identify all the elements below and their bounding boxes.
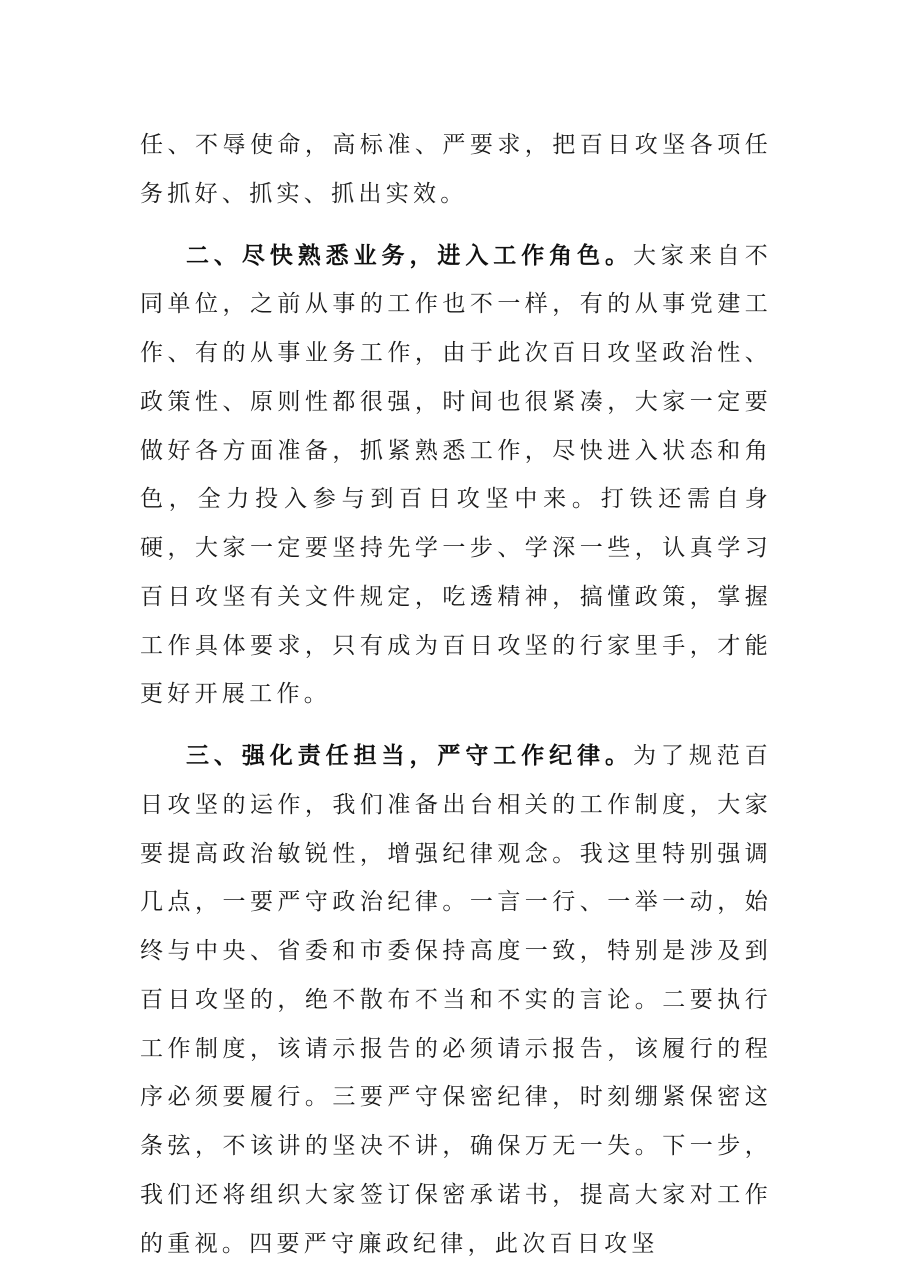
paragraph-text: 为了规范百日攻坚的运作，我们准备出台相关的工作制度，大家要提高政治敏锐性，增强纪律观念。我这里特别强调几点，一要严守政治纪律。一言一行、一举一动，始终与中央、省委和市委保持高度一致，特别是涉及到百日攻坚的，绝不散布不当和不实的言论。二要执行工作制度，该请示报告的必须请示报告，该履行的程序必须要履行。三要严守保密纪律，时刻绷紧保密这条弦，不该讲的坚决不讲，确保万无一失。下一步，我们还将组织大家签订保密承诺书，提高大家对工作的重视。四要严守廉政纪律，此次百日攻坚 (140, 743, 772, 1257)
document-body (140, 121, 772, 1268)
paragraph-text: 大家来自不同单位，之前从事的工作也不一样，有的从事党建工作、有的从事业务工作，由于此次百日攻坚政治性、政策性、原则性都很强，时间也很紧凑，大家一定要做好各方面准备，抓紧熟悉工作，尽快进入状态和角色，全力投入参与到百日攻坚中来。打铁还需自身硬，大家一定要坚持先学一步、学深一些，认真学习百日攻坚有关文件规定，吃透精神，搞懂政策，掌握工作具体要求，只有成为百日攻坚的行家里手，才能更好开展工作。 (140, 242, 772, 708)
section-heading-three: 三、强化责任担当，严守工作纪律。 (186, 742, 633, 769)
paragraph-section-three (140, 732, 772, 1268)
paragraph-continuation (140, 121, 772, 219)
paragraph-text: 任、不辱使命，高标准、严要求，把百日攻坚各项任务抓好、抓实、抓出实效。 (140, 132, 772, 207)
paragraph-section-two (140, 232, 772, 720)
section-heading-two: 二、尽快熟悉业务，进入工作角色。 (186, 241, 633, 269)
